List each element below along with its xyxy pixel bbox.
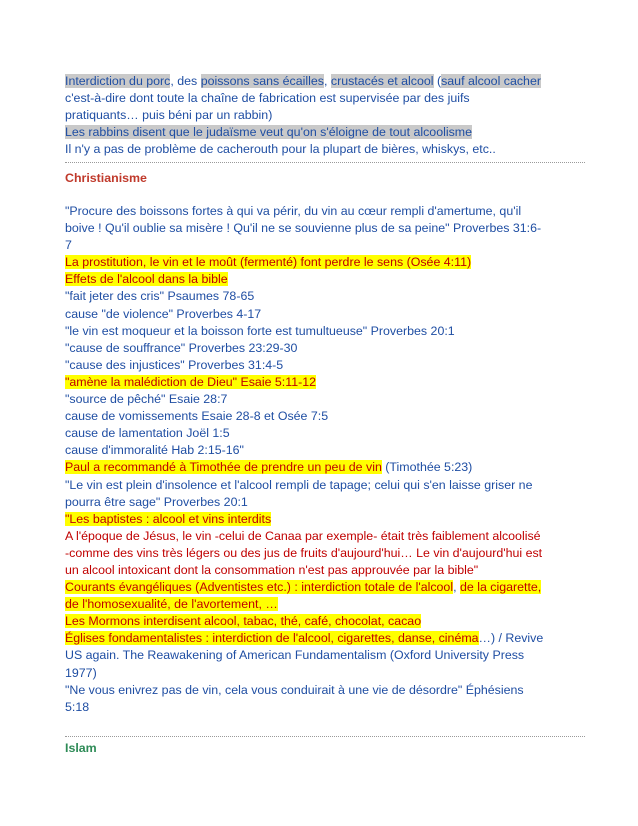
- christianity-line: -comme des vins très légers ou des jus de fruits d'aujourd'hui… Le vin d'aujourd'hui est: [65, 545, 543, 560]
- christianity-line: pourra être sage" Proverbes 20:1: [65, 494, 248, 509]
- christianity-line: [65, 511, 585, 528]
- christianity-line: cause de vomissements Esaie 28-8 et Osée 7:5: [65, 409, 329, 424]
- christianity-line: "fait jeter des cris" Psaumes 78-65: [65, 289, 255, 304]
- christianity-line: boive ! Qu'il oublie sa misère ! Qu'il ne se souvienne plus de sa peine" Proverbes 31:6-: [65, 221, 542, 236]
- christianity-line: un alcool intoxicant dont la consommation n'est pas approuvée par la bible": [65, 562, 479, 577]
- christianity-line: US again. The Reawakening of American Fundamentalism (Oxford University Press: [65, 648, 525, 663]
- christianity-line: [65, 271, 585, 288]
- christianity-section: [65, 203, 585, 716]
- judaism-section: [65, 73, 585, 158]
- judaism-line-4: [65, 124, 585, 141]
- islam-heading: Islam: [65, 741, 97, 755]
- judaism-line-5: Il n'y a pas de problème de cacherouth pour la plupart de bières, whiskys, etc..: [65, 142, 496, 157]
- christianity-line: [65, 579, 585, 596]
- christianity-line: 5:18: [65, 699, 90, 714]
- hosea-highlight: La prostitution, le vin et le moût (fermenté) font perdre le sens (Osée 4:11): [65, 255, 472, 270]
- christianity-line: [65, 459, 585, 476]
- fundamentalists-highlight: Églises fondamentalistes : interdiction de l'alcool, cigarettes, danse, cinéma: [65, 631, 479, 646]
- christianity-line: [65, 374, 585, 391]
- shellfish-alcohol: crustacés et alcool: [330, 74, 434, 88]
- christianity-line: 7: [65, 238, 72, 253]
- cigarette-highlight: de la cigarette,: [459, 580, 542, 595]
- christianity-line: A l'époque de Jésus, le vin -celui de Canaa par exemple- était très faiblement alcoolisé: [65, 528, 541, 543]
- section-divider: [65, 736, 585, 737]
- christianity-line: [65, 254, 585, 271]
- christianity-line: "cause des injustices" Proverbes 31:4-5: [65, 357, 284, 372]
- judaism-line-1: [65, 73, 585, 90]
- kosher-alcohol: sauf alcool cacher: [441, 74, 541, 88]
- bible-effects-highlight: Effets de l'alcool dans la bible: [65, 272, 228, 287]
- christianity-line: 1977): [65, 665, 97, 680]
- curse-highlight: "amène la malédiction de Dieu" Esaie 5:11-12: [65, 374, 317, 389]
- christianity-line: [65, 630, 585, 647]
- text-sep: , des: [170, 74, 201, 88]
- christianity-line: cause d'immoralité Hab 2:15-16": [65, 443, 244, 458]
- evangelicals-highlight: Courants évangéliques (Adventistes etc.) : interdiction totale de l'alcool: [65, 580, 454, 595]
- paul-timothy-highlight: Paul a recommandé à Timothée de prendre un peu de vin: [65, 460, 382, 475]
- christianity-line: "cause de souffrance" Proverbes 23:29-30: [65, 340, 298, 355]
- homosexuality-highlight: de l'homosexualité, de l'avortement, …: [65, 597, 278, 612]
- christianity-line: "Procure des boissons fortes à qui va périr, du vin au cœur rempli d'amertume, qu'il: [65, 204, 522, 218]
- christianity-line: cause "de violence" Proverbes 4-17: [65, 306, 262, 321]
- rabbis-statement: Les rabbins disent que le judaïsme veut qu'on s'éloigne de tout alcoolisme: [65, 125, 472, 140]
- judaism-line-2: c'est-à-dire dont toute la chaîne de fabrication est supervisée par des juifs: [65, 91, 470, 106]
- judaism-line-3: pratiquants… puis béni par un rabbin): [65, 108, 273, 123]
- christianity-line: "Le vin est plein d'insolence et l'alcool rempli de tapage; celui qui s'en laisse griser ne: [65, 477, 533, 492]
- baptists-highlight: "Les baptistes : alcool et vins interdits: [65, 511, 272, 526]
- christianity-line: "source de pêché" Esaie 28:7: [65, 392, 228, 407]
- text-sep: ,: [324, 74, 331, 88]
- section-divider: [65, 162, 585, 163]
- christianity-heading: Christianisme: [65, 171, 147, 185]
- pork-ban: Interdiction du porc: [65, 74, 171, 88]
- christianity-line: cause de lamentation Joël 1:5: [65, 426, 230, 441]
- revive-reference: …) / Revive: [478, 631, 544, 646]
- mormons-highlight: Les Mormons interdisent alcool, tabac, thé, café, chocolat, cacao: [65, 614, 422, 629]
- text-sep: ,: [453, 580, 460, 595]
- christianity-line: [65, 596, 585, 613]
- text-sep: (: [433, 74, 442, 88]
- christianity-line: "Ne vous enivrez pas de vin, cela vous conduirait à une vie de désordre" Éphésiens: [65, 682, 524, 697]
- scaleless-fish: poissons sans écailles: [200, 74, 324, 88]
- christianity-line: [65, 613, 585, 630]
- christianity-line: "le vin est moqueur et la boisson forte est tumultueuse" Proverbes 20:1: [65, 323, 455, 338]
- timothy-reference: (Timothée 5:23): [381, 460, 473, 475]
